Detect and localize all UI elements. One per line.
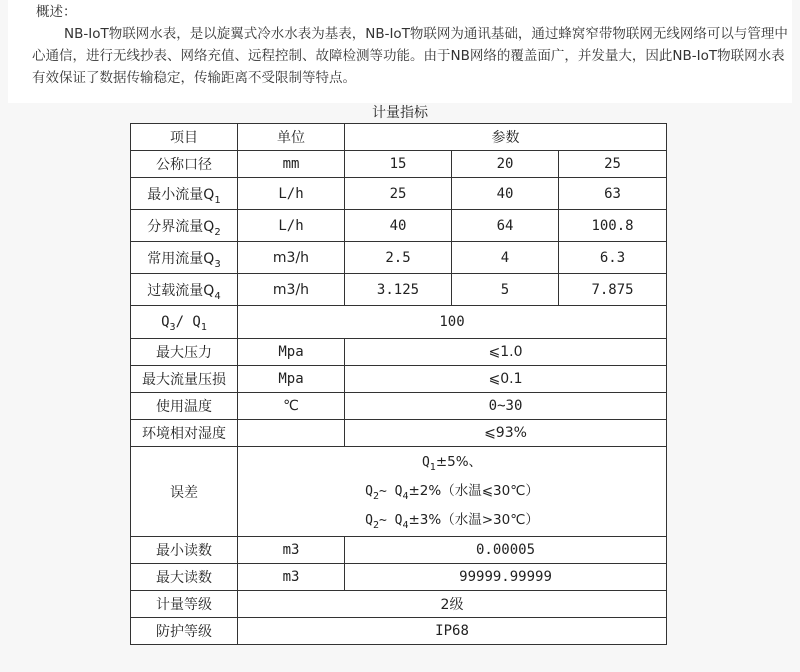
table-row: [131, 537, 667, 564]
table-row: [131, 151, 667, 178]
nominal-value: 20: [452, 151, 559, 178]
table-row: [131, 447, 667, 537]
intro-section: [8, 0, 792, 103]
nominal-value: 15: [345, 151, 452, 178]
flow-value: 4: [452, 242, 559, 274]
table-row: [131, 591, 667, 618]
max-pressure-unit: Mpa: [238, 339, 345, 366]
error-line-2: $Q_2\sim$ $Q_4\pm 2\%$（水温⩽30℃）: [365, 483, 539, 502]
max-reading-value: 99999.99999: [345, 564, 667, 591]
table-row: [131, 339, 667, 366]
flow-label: 最小流量$Q_1$: [131, 178, 238, 210]
flow-label: 常用流量$Q_3$: [131, 242, 238, 274]
protection-value: IP68: [238, 618, 667, 645]
nominal-label: 公称口径: [131, 151, 238, 178]
max-pressure-label: 最大压力: [131, 339, 238, 366]
protection-label: 防护等级: [131, 618, 238, 645]
spec-table: [130, 123, 667, 645]
table-row: [131, 124, 667, 151]
flow-value: 6.3: [559, 242, 667, 274]
flow-value: 63: [559, 178, 667, 210]
flow-value: 40: [452, 178, 559, 210]
header-unit: 单位: [238, 124, 345, 151]
ratio-value: 100: [238, 306, 667, 339]
ratio-label: $Q_3/$ $Q_1$: [131, 306, 238, 339]
table-row: [131, 420, 667, 447]
table-row: [131, 564, 667, 591]
pressure-loss-unit: Mpa: [238, 366, 345, 393]
table-row: [131, 366, 667, 393]
flow-label: 分界流量$Q_2$: [131, 210, 238, 242]
humidity-unit: [238, 420, 345, 447]
flow-value: 100.8: [559, 210, 667, 242]
error-line-3: $Q_2\sim$ $Q_4\pm 3\%$（水温>30℃）: [365, 512, 539, 531]
flow-value: 7.875: [559, 274, 667, 306]
header-param: 参数: [345, 124, 667, 151]
intro-paragraph: NB-IoT物联网水表，是以旋翼式冷水水表为基表，NB-IoT物联网为通讯基础，通过蜂窝窄带物联网无线网络可以与管理中心通信，进行无线抄表、网络充值、远程控制、故障检测等功能。由于NB网络的覆盖面广，并发量大，因此NB-IoT物联网水表有效保证了数据传输稳定，传输距离不受限制等特点。: [32, 26, 788, 86]
temperature-value: 0~30: [345, 393, 667, 420]
error-value: [238, 447, 667, 537]
flow-value: 3.125: [345, 274, 452, 306]
flow-value: 40: [345, 210, 452, 242]
min-reading-label: 最小读数: [131, 537, 238, 564]
error-line-1: $Q_1\pm 5\%$、: [421, 454, 483, 473]
flow-value: 64: [452, 210, 559, 242]
max-pressure-value: ⩽1.0: [345, 339, 667, 366]
flow-label: 过载流量$Q_4$: [131, 274, 238, 306]
min-reading-value: 0.00005: [345, 537, 667, 564]
temperature-unit: ℃: [238, 393, 345, 420]
table-row: [131, 393, 667, 420]
flow-value: 2.5: [345, 242, 452, 274]
humidity-label: 环境相对湿度: [131, 420, 238, 447]
table-row: [131, 242, 667, 274]
table-row: [131, 210, 667, 242]
intro-heading: 概述：: [36, 4, 77, 20]
accuracy-class-label: 计量等级: [131, 591, 238, 618]
table-row: [131, 178, 667, 210]
pressure-loss-value: ⩽0.1: [345, 366, 667, 393]
table-row: [131, 618, 667, 645]
table-row: [131, 306, 667, 339]
flow-value: 5: [452, 274, 559, 306]
error-label: 误差: [131, 447, 238, 537]
nominal-unit: mm: [238, 151, 345, 178]
humidity-value: ⩽93%: [345, 420, 667, 447]
table-caption: 计量指标: [372, 105, 428, 121]
min-reading-unit: m3: [238, 537, 345, 564]
max-reading-unit: m3: [238, 564, 345, 591]
flow-unit: m3/h: [238, 274, 345, 306]
pressure-loss-label: 最大流量压损: [131, 366, 238, 393]
accuracy-class-value: 2级: [238, 591, 667, 618]
header-item: 项目: [131, 124, 238, 151]
flow-unit: m3/h: [238, 242, 345, 274]
max-reading-label: 最大读数: [131, 564, 238, 591]
flow-value: 25: [345, 178, 452, 210]
temperature-label: 使用温度: [131, 393, 238, 420]
flow-unit: L/h: [238, 210, 345, 242]
nominal-value: 25: [559, 151, 667, 178]
table-row: [131, 274, 667, 306]
flow-unit: L/h: [238, 178, 345, 210]
